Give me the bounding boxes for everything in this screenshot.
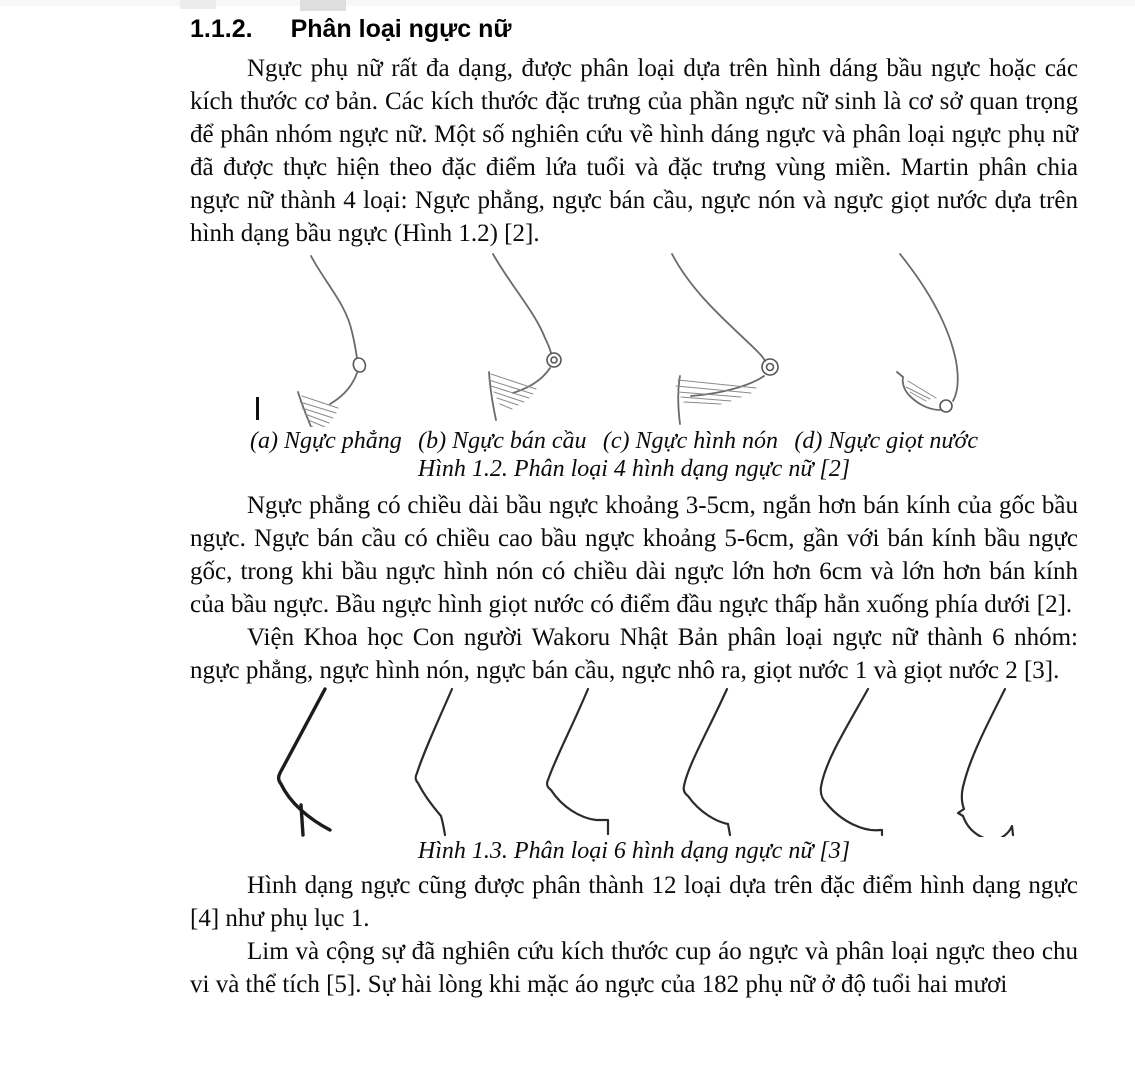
paragraph-5: Lim và cộng sự đã nghiên cứu kích thước cup áo ngực và phân loại ngực theo chu vi và thể tích [5]. Sự hài lòng khi mặc áo ngực của 182 phụ nữ ở độ tuổi hai mươi (190, 938, 1078, 998)
figure-label-c: (c) Ngực hình nón (602, 428, 778, 454)
breast-curve-3 (547, 689, 608, 834)
breast-curve-2 (416, 689, 452, 835)
figure-1-3-caption: Hình 1.3. Phân loại 6 hình dạng ngực nữ [3] (417, 838, 851, 864)
breast-profiles-6-types-drawing (252, 687, 1032, 837)
paragraph-4: Hình dạng ngực cũng được phân thành 12 loại dựa trên đặc điểm hình dạng ngực [4] như phụ lục 1. (190, 872, 1078, 932)
paragraph-3: Viện Khoa học Con người Wakoru Nhật Bản phân loại ngực nữ thành 6 nhóm: ngực phẳng, ngực hình nón, ngực bán cầu, ngực nhô ra, giọt nước 1 và giọt nước 2 [3]. (190, 624, 1078, 684)
breast-profiles-4-types-drawing (228, 252, 1028, 427)
section-heading (190, 0, 1078, 52)
figure-label-b: (b) Ngực bán cầu (418, 428, 587, 454)
figure-label-a: (a) Ngực phẳng (250, 428, 402, 454)
figure-1-2 (190, 252, 1078, 483)
figure-1-3 (190, 687, 1078, 865)
figure-1-2-caption: Hình 1.2. Phân loại 4 hình dạng ngực nữ [2] (417, 456, 851, 482)
breast-curve-5 (821, 689, 882, 835)
breast-curve-6 (958, 689, 1013, 837)
section-number: 1.1.2. (190, 15, 253, 43)
paragraph-2: Ngực phẳng có chiều dài bầu ngực khoảng 3-5cm, ngắn hơn bán kính của gốc bầu ngực. Ngực bán cầu có chiều cao bầu ngực khoảng 5-6cm, gần với bán kính bầu ngực gốc, trong khi bầu ngực hình nón có chiều dài ngực lớn hơn 6cm và lớn hơn bán kính của bầu ngực. Bầu ngực hình giọt nước có điểm đầu ngực thấp hẳn xuống phía dưới [2]. (190, 492, 1078, 618)
breast-shape-cone-drawing (672, 254, 778, 424)
section-title: Phân loại ngực nữ (290, 15, 512, 43)
paragraph-1: Ngực phụ nữ rất đa dạng, được phân loại dựa trên hình dáng bầu ngực hoặc các kích thước cơ bản. Các kích thước đặc trưng của phần ngực nữ sinh là cơ sở quan trọng để phân nhóm ngực nữ. Một số nghiên cứu về hình dáng ngực và phân loại ngực phụ nữ đã được thực hiện theo đặc điểm lứa tuổi và đặc trưng vùng miền. Martin phân chia ngực nữ thành 4 loại: Ngực phẳng, ngực bán cầu, ngực nón và ngực giọt nước dựa trên hình dạng bầu ngực (Hình 1.2) [2]. (190, 55, 1078, 247)
breast-shape-flat-drawing (298, 256, 365, 427)
breast-curve-4 (684, 689, 730, 835)
document-content (190, 0, 1078, 1001)
breast-shape-hemisphere-drawing (489, 254, 561, 420)
text-cursor-artifact (256, 397, 259, 420)
figure-label-d: (d) Ngực giọt nước (794, 428, 978, 454)
breast-curve-1 (279, 689, 330, 835)
breast-shape-teardrop-drawing (897, 254, 958, 412)
figure-1-2-sublabels (250, 427, 978, 455)
